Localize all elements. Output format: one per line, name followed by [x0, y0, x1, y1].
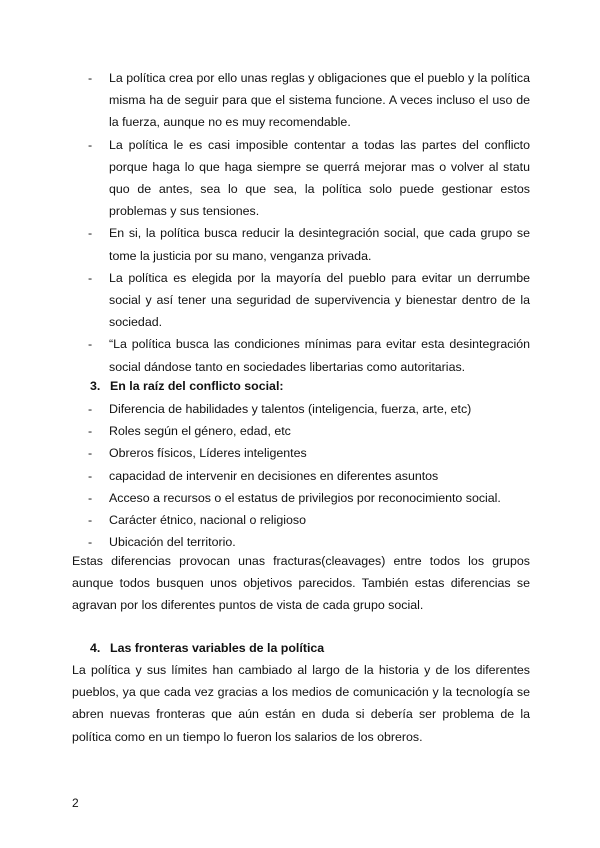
list-item-text: Diferencia de habilidades y talentos (inteligencia, fuerza, arte, etc) — [109, 402, 472, 416]
bullet-dash: - — [88, 446, 93, 461]
list-item-text: La política crea por ello unas reglas y obligaciones que el pueblo y la política misma ha de seguir para que el sistema funcione. A veces incluso el uso de la fuerza, aunque no es muy recomendable. — [109, 71, 530, 130]
section-4-paragraph: La política y sus límites han cambiado al largo de la historia y de los diferentes pueblos, ya que cada vez gracias a los medios de comunicación y la tecnología se abren nuevas fronteras que aún están en duda si debería ser problema de la política como en un tiempo lo fueron los salarios de los obreros. — [72, 663, 530, 744]
list-item-text: Carácter étnico, nacional o religioso — [109, 513, 306, 528]
section-3-heading — [90, 376, 284, 396]
list-item — [88, 67, 530, 134]
bullet-dash: - — [88, 402, 93, 416]
bullet-dash: - — [88, 270, 93, 285]
list-item-text: Ubicación del territorio. — [109, 535, 236, 550]
page-number: 2 — [72, 796, 79, 810]
intro-bullet-list — [88, 67, 530, 378]
bullet-dash: - — [88, 513, 93, 528]
list-item — [88, 134, 530, 223]
bullet-dash: - — [88, 535, 93, 550]
list-item — [88, 222, 530, 266]
bullet-dash: - — [88, 424, 93, 439]
list-item-text: Roles según el género, edad, etc — [109, 424, 291, 439]
section-title: Las fronteras variables de la política — [110, 641, 325, 655]
section-3-bullet-list — [88, 398, 530, 553]
section-number: 3. — [90, 379, 101, 393]
section-3-paragraph: Estas diferencias provocan unas fracturas(cleavages) entre todos los grupos aunque todos busquen unos objetivos parecidos. También estas diferencias se agravan por los diferentes puntos de vista de cada grupo social. — [72, 554, 530, 613]
bullet-dash: - — [88, 468, 93, 483]
bullet-dash: - — [88, 71, 93, 85]
list-item — [88, 420, 530, 442]
section-number: 4. — [90, 641, 101, 655]
list-item-text: Acceso a recursos o el estatus de privilegios por reconocimiento social. — [109, 490, 501, 505]
bullet-dash: - — [88, 226, 93, 241]
list-item — [88, 509, 530, 531]
bullet-dash: - — [88, 137, 93, 152]
bullet-dash: - — [88, 337, 93, 352]
list-item-text: “La política busca las condiciones mínimas para evitar esta desintegración social dándose tanto en sociedades libertarias como autoritarias. — [109, 337, 530, 374]
section-title: En la raíz del conflicto social: — [110, 379, 284, 393]
list-item — [88, 398, 530, 420]
list-item-text: La política le es casi imposible contentar a todas las partes del conflicto porque haga lo que haga siempre se querrá mejorar mas o volver al statu quo de antes, sea lo que sea, la política solo puede gestionar estos problemas y sus tensiones. — [109, 137, 530, 219]
list-item-text: La política es elegida por la mayoría del pueblo para evitar un derrumbe social y así tener una seguridad de supervivencia y bienestar dentro de la sociedad. — [109, 270, 530, 330]
list-item — [88, 465, 530, 487]
bullet-dash: - — [88, 490, 93, 505]
list-item — [88, 267, 530, 334]
list-item — [88, 487, 530, 509]
list-item-text: Obreros físicos, Líderes inteligentes — [109, 446, 307, 461]
section-4-heading — [90, 638, 324, 658]
list-item — [88, 442, 530, 464]
list-item-text: capacidad de intervenir en decisiones en diferentes asuntos — [109, 468, 439, 483]
list-item-text: En si, la política busca reducir la desintegración social, que cada grupo se tome la justicia por su mano, venganza privada. — [109, 226, 530, 263]
list-item — [88, 333, 530, 377]
